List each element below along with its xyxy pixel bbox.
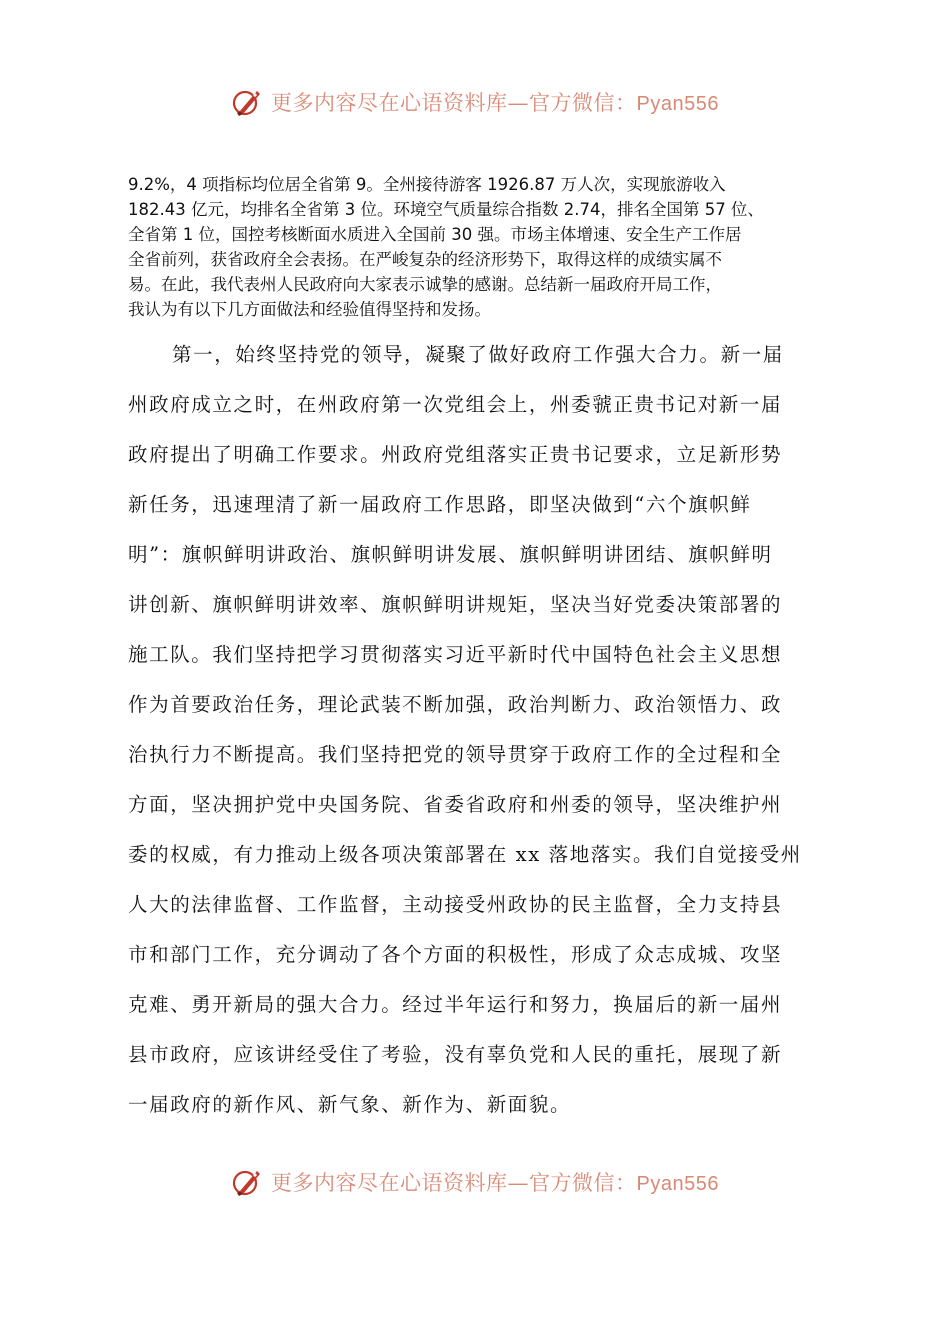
- intro-line: 易。在此，我代表州人民政府向大家表示诚挚的感谢。总结新一届政府开局工作，: [128, 275, 722, 294]
- intro-line: 182.43 亿元，均排名全省第 3 位。环境空气质量综合指数 2.74，排名全国第 57 位、: [128, 200, 764, 219]
- wechat-id: Pyan556: [636, 1173, 719, 1195]
- paragraph-line: 市和部门工作，充分调动了各个方面的积极性，形成了众志成城、攻坚: [128, 943, 783, 966]
- paragraph-line: 州政府成立之时，在州政府第一次党组会上，州委虢正贵书记对新一届: [128, 393, 783, 416]
- paragraph-line: 委的权威，有力推动上级各项决策部署在 xx 落地落实。我们自觉接受州: [128, 843, 802, 866]
- banner-text: 更多内容尽在心语资料库—官方微信：Pyan556: [271, 1171, 719, 1195]
- pen-logo-icon: [231, 85, 265, 119]
- intro-line: 我认为有以下几方面做法和经验值得坚持和发扬。: [128, 300, 491, 319]
- paragraph-line: 方面，坚决拥护党中央国务院、省委省政府和州委的领导，坚决维护州: [128, 793, 783, 816]
- banner-text: 更多内容尽在心语资料库—官方微信：Pyan556: [271, 91, 719, 115]
- paragraph-line: 作为首要政治任务，理论武装不断加强，政治判断力、政治领悟力、政: [128, 693, 783, 716]
- intro-line: 9.2%，4 项指标均位居全省第 9。全州接待游客 1926.87 万人次，实现旅游收入: [128, 175, 726, 194]
- footer-banner: [0, 1162, 950, 1202]
- paragraph-line: 人大的法律监督、工作监督，主动接受州政协的民主监督，全力支持县: [128, 893, 783, 916]
- intro-line: 全省前列，获省政府全会表扬。在严峻复杂的经济形势下，取得这样的成绩实属不: [128, 250, 722, 269]
- paragraph-line: 施工队。我们坚持把学习贯彻落实习近平新时代中国特色社会主义思想: [128, 643, 783, 666]
- paragraph-line: 讲创新、旗帜鲜明讲效率、旗帜鲜明讲规矩，坚决当好党委决策部署的: [128, 593, 783, 616]
- paragraph-line: 第一，始终坚持党的领导，凝聚了做好政府工作强大合力。新一届: [172, 343, 784, 366]
- pen-logo-icon: [231, 1165, 265, 1199]
- paragraph-line: 明”：旗帜鲜明讲政治、旗帜鲜明讲发展、旗帜鲜明讲团结、旗帜鲜明: [128, 543, 773, 566]
- header-banner: [0, 82, 950, 122]
- paragraph-line: 治执行力不断提高。我们坚持把党的领导贯穿于政府工作的全过程和全: [128, 743, 783, 766]
- paragraph-line: 一届政府的新作风、新气象、新作为、新面貌。: [128, 1093, 572, 1116]
- intro-line: 全省第 1 位，国控考核断面水质进入全国前 30 强。市场主体增速、安全生产工作居: [128, 225, 742, 244]
- wechat-id: Pyan556: [636, 93, 719, 115]
- paragraph-line: 新任务，迅速理清了新一届政府工作思路，即坚决做到“六个旗帜鲜: [128, 493, 752, 516]
- main-paragraph: [128, 330, 828, 1130]
- paragraph-line: 克难、勇开新局的强大合力。经过半年运行和努力，换届后的新一届州: [128, 993, 783, 1016]
- intro-block: [128, 172, 828, 322]
- paragraph-line: 政府提出了明确工作要求。州政府党组落实正贵书记要求，立足新形势: [128, 443, 783, 466]
- paragraph-line: 县市政府，应该讲经受住了考验，没有辜负党和人民的重托，展现了新: [128, 1043, 783, 1066]
